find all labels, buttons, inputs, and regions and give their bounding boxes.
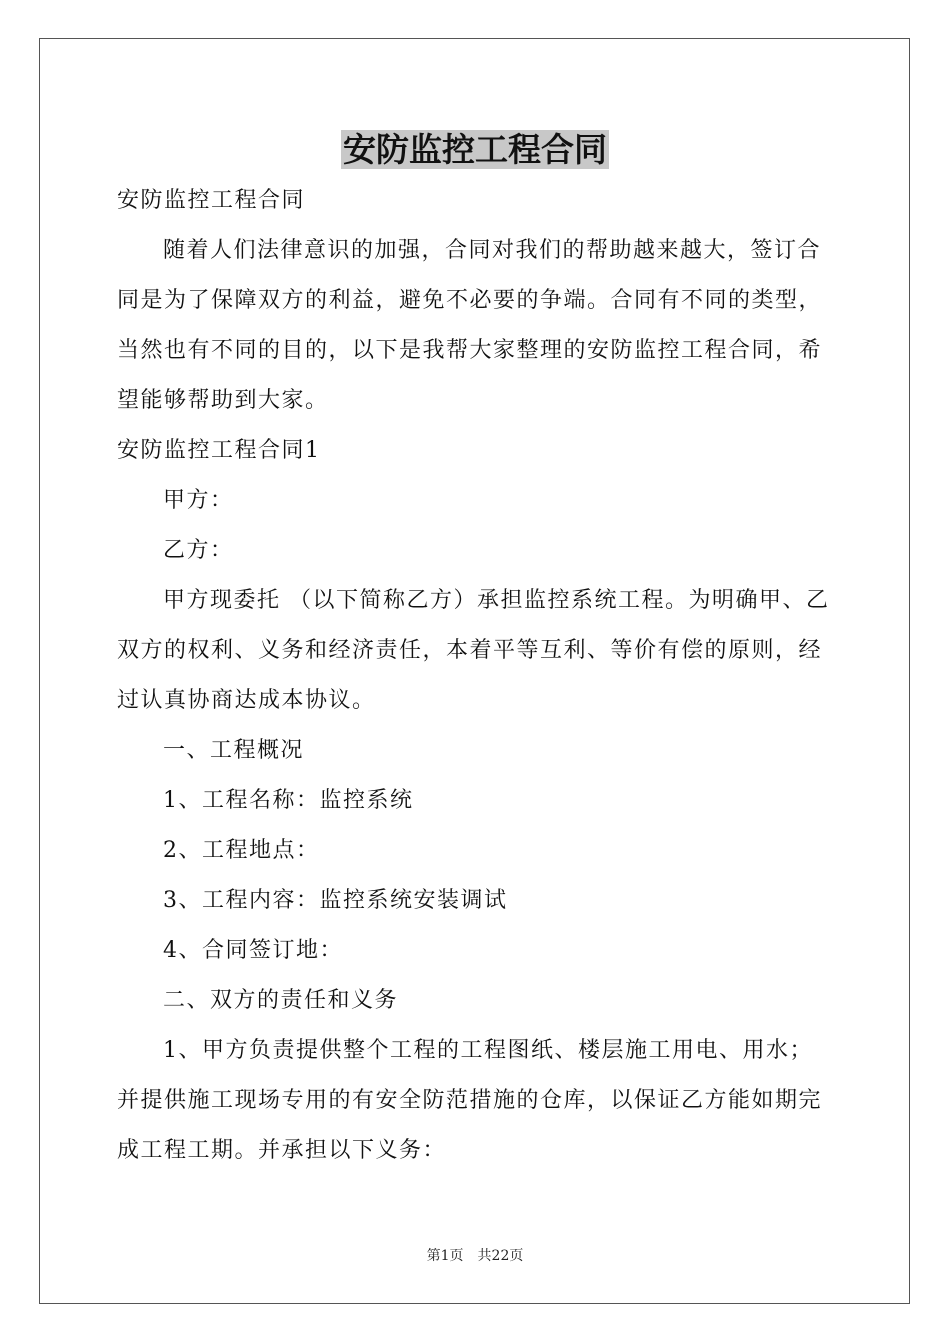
- page-total: 共22页: [477, 1248, 524, 1264]
- page-footer: [0, 1246, 950, 1266]
- project-location-line: 2、工程地点：: [163, 838, 320, 863]
- document-title: [0, 128, 950, 172]
- intro-paragraph: 随着人们法律意识的加强，合同对我们的帮助越来越大，签订合同是为了保障双方的利益，避免不必要的争端。合同有不同的类型，当然也有不同的目的，以下是我帮大家整理的安防监控工程合同，希望能够帮助到大家。: [117, 238, 823, 413]
- signing-place-line: 4、合同签订地：: [163, 938, 343, 963]
- party-a-line: 甲方：: [163, 488, 234, 513]
- document-title-text: 安防监控工程合同: [343, 130, 607, 169]
- party-a-duties-paragraph: 1、甲方负责提供整个工程的工程图纸、楼层施工用电、用水；并提供施工现场专用的有安全防范措施的仓库，以保证乙方能如期完成工程工期。并承担以下义务：: [117, 1038, 823, 1163]
- section-responsibilities: 二、双方的责任和义务: [163, 988, 399, 1013]
- project-name-line: 1、工程名称：监控系统: [163, 788, 414, 813]
- section-heading-contract-1: 安防监控工程合同1: [117, 438, 321, 463]
- section-project-overview: 一、工程概况: [163, 738, 305, 763]
- project-content-line: 3、工程内容：监控系统安装调试: [163, 888, 508, 913]
- document-body: [117, 176, 835, 1176]
- subtitle-paragraph: 安防监控工程合同: [117, 188, 306, 213]
- party-b-line: 乙方：: [163, 538, 234, 563]
- commission-paragraph: 甲方现委托 （以下简称乙方）承担监控系统工程。为明确甲、乙双方的权利、义务和经济责任，本着平等互利、等价有偿的原则，经过认真协商达成本协议。: [117, 588, 830, 713]
- page-number: 第1页: [426, 1248, 464, 1264]
